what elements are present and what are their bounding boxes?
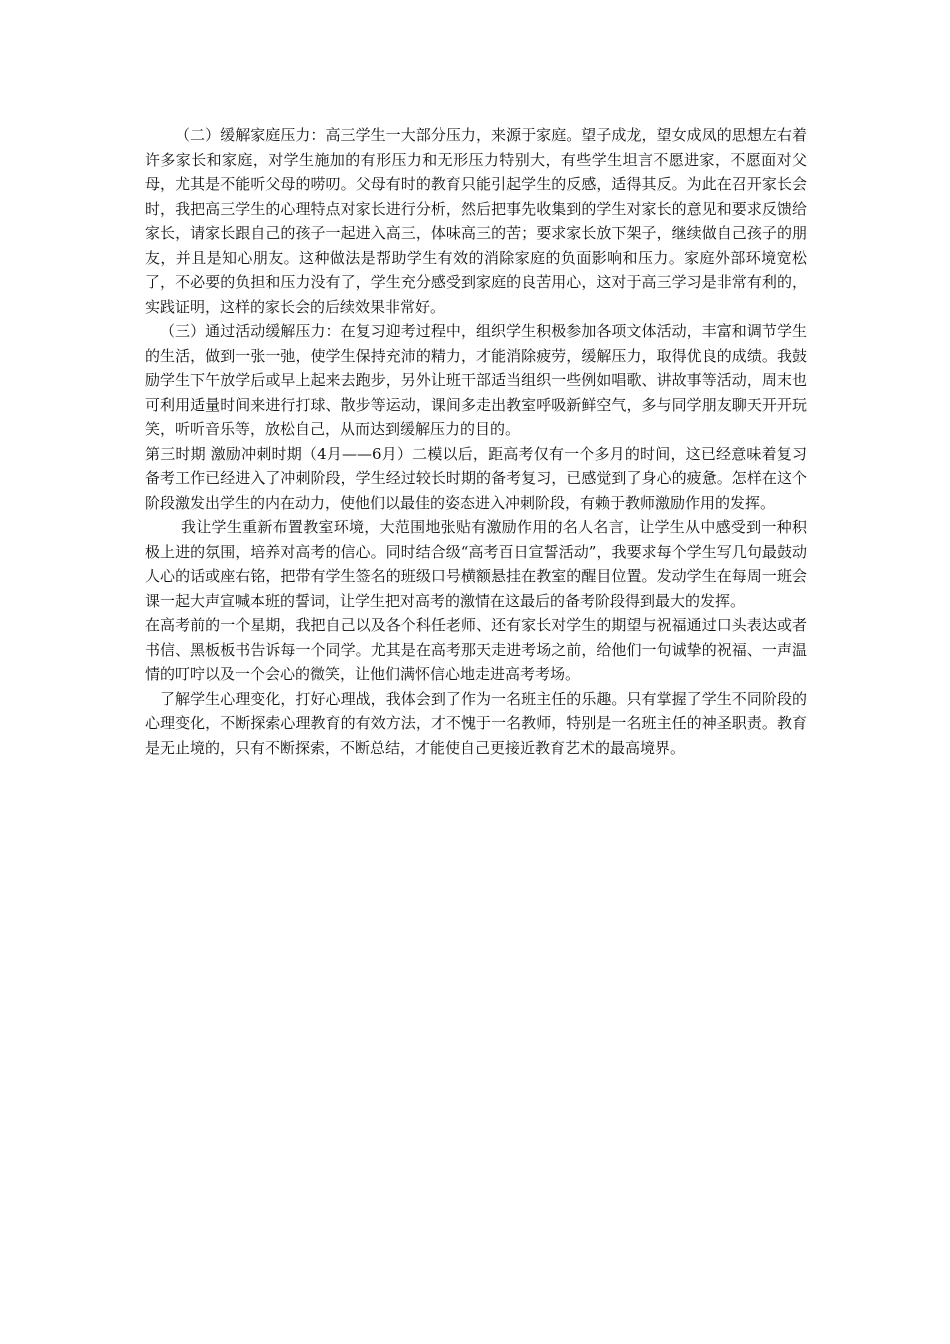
- paragraph-activity-pressure: （三）通过活动缓解压力：在复习迎考过程中，组织学生积极参加各项文体活动，丰富和调节学生的生活，做到一张一弛，使学生保持充沛的精力，才能消除疲劳，缓解压力，取得优良的成绩。我鼓励学生下午放学后或早上起来去跑步，另外让班干部适当组织一些例如唱歌、讲故事等活动，周末也可利用适量时间来进行打球、散步等运动，课间多走出教室呼吸新鲜空气，多与同学朋友聊天开开玩笑，听听音乐等，放松自己，从而达到缓解压力的目的。: [145, 322, 807, 438]
- paragraph-family-pressure: （二）缓解家庭压力：高三学生一大部分压力，来源于家庭。望子成龙，望女成凤的思想左右着许多家长和家庭，对学生施加的有形压力和无形压力特别大，有些学生坦言不愿进家，不愿面对父母，尤其是不能听父母的唠叨。父母有时的教育只能引起学生的反感，适得其反。为此在召开家长会时，我把高三学生的心理特点对家长进行分析，然后把事先收集到的学生对家长的意见和要求反馈给家长，请家长跟自己的孩子一起进入高三，体味高三的苦；要求家长放下架子，继续做自己孩子的朋友，并且是知心朋友。这种做法是帮助学生有效的消除家庭的负面影响和压力。家庭外部环境宽松了，不必要的负担和压力没有了，学生充分感受到家庭的良苦用心，这对于高三学习是非常有利的，实践证明，这样的家长会的后续效果非常好。: [145, 126, 807, 316]
- paragraph-classroom-environment: 我让学生重新布置教室环境，大范围地张贴有激励作用的名人名言，让学生从中感受到一种积极上进的氛围，培养对高考的信心。同时结合级“高考百日宣誓活动”，我要求每个学生写几句最鼓动人心的话或座右铭，把带有学生签名的班级口号横额悬挂在教室的醒目位置。发动学生在每周一班会课一起大声宣喊本班的誓词，让学生把对高考的激情在这最后的备考阶段得到最大的发挥。: [145, 518, 807, 610]
- paragraph-conclusion: 了解学生心理变化，打好心理战，我体会到了作为一名班主任的乐趣。只有掌握了学生不同阶段的心理变化，不断探索心理教育的有效方法，才不愧于一名教师，特别是一名班主任的神圣职责。教育是无止境的，只有不断探索，不断总结，才能使自己更接近教育艺术的最高境界。: [145, 689, 807, 757]
- document-page: [145, 123, 807, 760]
- paragraph-week-before-exam: 在高考前的一个星期，我把自己以及各个科任老师、还有家长对学生的期望与祝福通过口头表达或者书信、黑板板书告诉每一个同学。尤其是在高考那天走进考场之前，给他们一句诚挚的祝福、一声温情的叮咛以及一个会心的微笑，让他们满怀信心地走进高考考场。: [145, 616, 807, 683]
- paragraph-third-period: 第三时期 激励冲刺时期（4月——6月）二模以后，距高考仅有一个多月的时间，这已经意味着复习备考工作已经进入了冲刺阶段，学生经过较长时期的备考复习，已感觉到了身心的疲惫。怎样在这个阶段激发出学生的内在动力，使他们以最佳的姿态进入冲刺阶段，有赖于教师激励作用的发挥。: [145, 444, 807, 512]
